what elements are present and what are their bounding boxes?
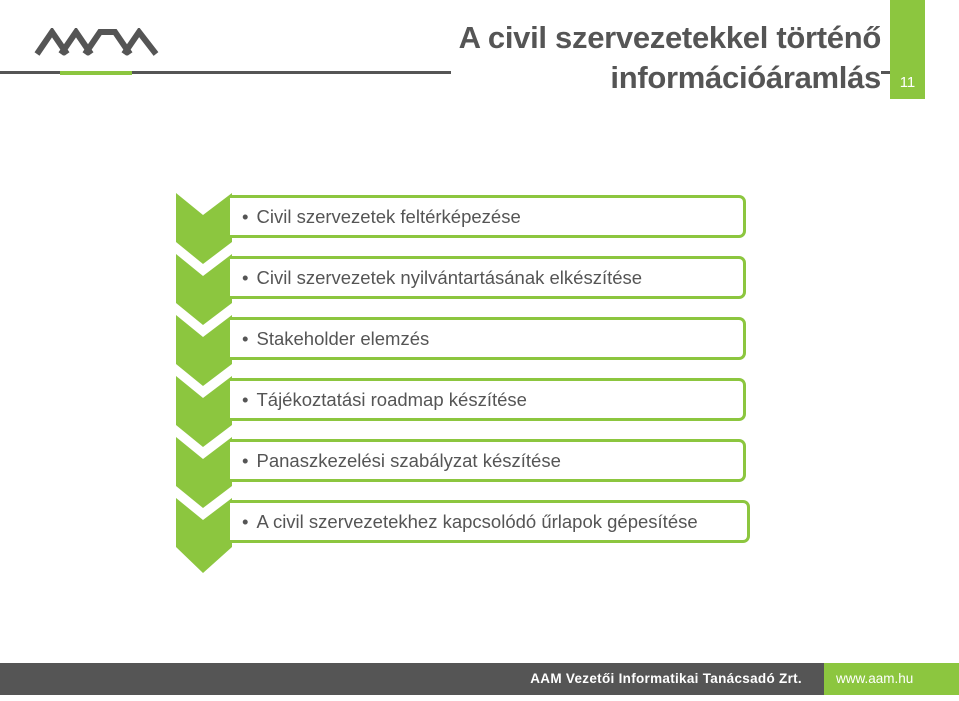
slide-number: 11 xyxy=(899,74,916,91)
chevron-2 xyxy=(176,254,232,325)
page-title-line-1: A civil szervezetekkel történő xyxy=(451,18,881,58)
list-item xyxy=(230,195,746,238)
footer-url[interactable]: www.aam.hu xyxy=(824,663,959,695)
list-item-text: Civil szervezetek nyilvántartásának elkészítése xyxy=(256,266,643,288)
list-item xyxy=(230,378,746,421)
aam-logo-icon xyxy=(34,28,160,56)
bullet: • xyxy=(242,449,249,471)
slide-number-box xyxy=(890,0,925,99)
bullet: • xyxy=(242,388,249,410)
chevron-4 xyxy=(176,376,232,447)
list-item-text: Tájékoztatási roadmap készítése xyxy=(256,388,527,410)
list-item xyxy=(230,317,746,360)
logo-underline xyxy=(60,71,132,75)
bullet: • xyxy=(242,327,249,349)
list-item-text: Stakeholder elemzés xyxy=(256,327,430,349)
list-item xyxy=(230,256,746,299)
footer-company: AAM Vezetői Informatikai Tanácsadó Zrt. xyxy=(530,671,802,686)
list-item-text: Civil szervezetek feltérképezése xyxy=(256,205,521,227)
chevron-6 xyxy=(176,498,232,573)
chevron-3 xyxy=(176,315,232,386)
bullet: • xyxy=(242,266,249,288)
list-item xyxy=(230,439,746,482)
list-item xyxy=(230,500,750,543)
page-title-line-2: információáramlás xyxy=(451,58,881,98)
chevron-5 xyxy=(176,437,232,508)
chevron-process-arrows xyxy=(176,193,236,578)
bullet: • xyxy=(242,205,249,227)
chevron-1 xyxy=(176,193,232,264)
list-item-text: Panaszkezelési szabályzat készítése xyxy=(256,449,561,471)
bullet: • xyxy=(242,510,249,532)
footer xyxy=(0,663,959,695)
page-title xyxy=(451,18,881,98)
list-item-text: A civil szervezetekhez kapcsolódó űrlapok gépesítése xyxy=(256,510,698,532)
